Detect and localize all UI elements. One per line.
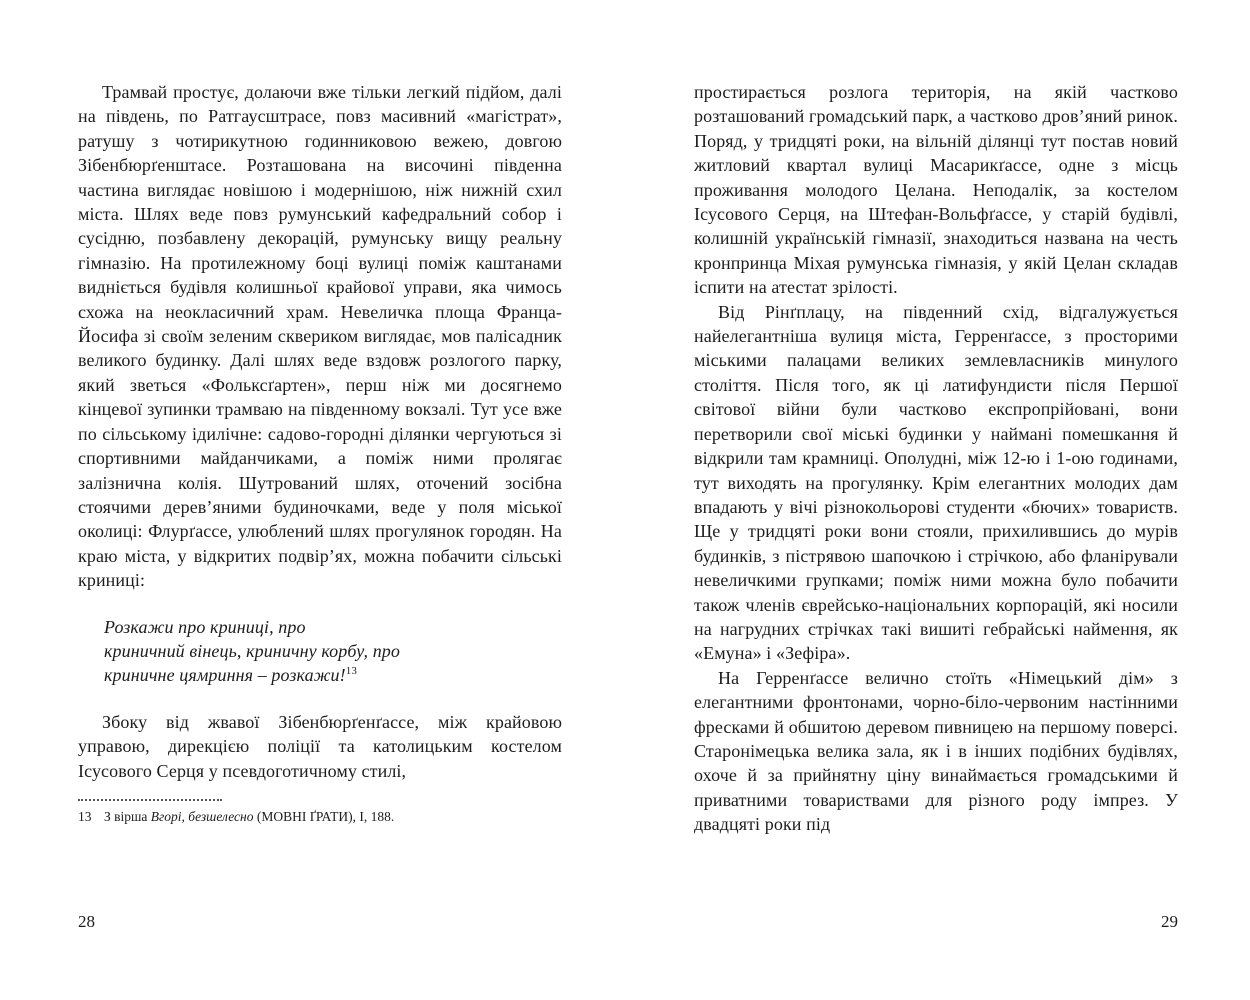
verse-line-text: криничне цямриння – розкажи! (104, 665, 346, 686)
body-paragraph: Збоку від жвавої Зібенбюрґенґассе, між крайовою управою, дирекцією поліції та католицьким костелом Ісусового Серця у псевдоготичному стилі, (78, 711, 562, 781)
verse-quote (104, 615, 562, 688)
page-number-right: 29 (1161, 912, 1178, 931)
body-paragraph: Від Рінґплацу, на південний схід, відгалужується найелегантніша вулиця міста, Герренґассе, з просторими міськими палацами великих землевласників минулого століття. Після того, як ці латифундисти після Першої світової війни були частково експропрійовані, вони перетворили свої міські будинки у наймані помешкання й відкрили там крамниці. Ополудні, між 12-ю і 1-ою годинами, тут виходять на прогулянку. Крім елегантних молодих дам впадають у вічі різнокольорові студенти «бючих» товариств. Ще у тридцяті роки вони стояли, прихилившись до мурів будинків, з пістрявою шапочкою і стрічкою, або фланірували невеличкими групками; поміж ними можна було побачити також членів єврейсько-національних корпорацій, які носили на нагрудних стрічках такі вишиті гебрайські наймення, як «Емуна» і «Зефіра». (694, 301, 1178, 664)
footnote-divider (78, 799, 222, 801)
verse-line (104, 663, 562, 687)
footnote-number: 13 (78, 808, 92, 824)
footnote-block (78, 799, 562, 825)
body-paragraph: Трамвай простує, долаючи вже тільки легкий підйом, далі на південь, по Ратгаусштрасе, повз масивний «магістрат», ратушу з чотирикутною годинниковою вежею, довгою Зібенбюрґенштасе. Розташована на височині південна частина виглядає новішою і модернішою, ніж нижній схил міста. Шлях веде повз румунський кафедральний собор і сусідню, позбавлену декорацій, румунську вищу реальну гімназію. На протилежному боці вулиці поміж каштанами видніється будівля колишньої крайової управи, яка чимось схожа на неокласичний храм. Невеличка площа Франца-Йосифа зі своїм зеленим сквериком виглядає, мов палісадник великого будинку. Далі шлях веде вздовж розлогого парку, який зветься «Фольксґартен», перш ніж ми досягнемо кінцевої зупинки трамваю на південному вокзалі. Тут усе вже по сільському ідилічне: садово-городні ділянки чергуються зі спортивними майданчиками, а поміж ними пролягає залізнична колія. Шутрований шлях, оточений зосібна стоячими дерев’яними будиночками, веде у поля міської околиці: Флурґассе, улюблений шлях прогулянок городян. На краю міста, у відкритих подвір’ях, можна побачити сільські криниці: (78, 82, 562, 591)
footnote-body (104, 809, 394, 824)
verse-line: криничний вінець, криничну корбу, про (104, 640, 400, 661)
footnote-title-italic: Вгорі, безшелесно (150, 808, 254, 824)
body-paragraph: простирається розлога територія, на якій частково розташований громадський парк, а частково дров’яний ринок. Поряд, у тридцяті роки, на вільній ділянці тут постав новий житловий квартал вулиці Масарикґассе, одне з місць проживання молодого Целана. Неподалік, за костелом Ісусового Серця, на Штефан-Вольфґассе, у старій будівлі, колишній українській гімназії, знаходиться названа на честь кронпринца Міхая румунська гімназія, у якій Целан складав іспити на атестат зрілості. (694, 82, 1178, 298)
footnote-reference: 13 (345, 665, 357, 678)
left-page (78, 80, 562, 825)
footnote-body-start: З вірша (104, 808, 151, 824)
verse-line: Розкажи про криниці, про (104, 616, 306, 637)
page-number-left: 28 (78, 912, 95, 931)
footnote-body-end: (МОВНІ ҐРАТИ), І, 188. (253, 808, 395, 824)
footnote-text (78, 808, 562, 825)
right-page (694, 80, 1178, 837)
body-paragraph: На Герренґассе велично стоїть «Німецький дім» з елегантними фронтонами, чорно-біло-червоним настінними фресками й обшитою деревом пивницею на першому поверсі. Старонімецька велика зала, як і в інших подібних будівлях, охоче й за прийнятну ціну винаймається громадськими й приватними товариствами для різного роду імпрез. У двадцяті роки під (694, 667, 1178, 835)
